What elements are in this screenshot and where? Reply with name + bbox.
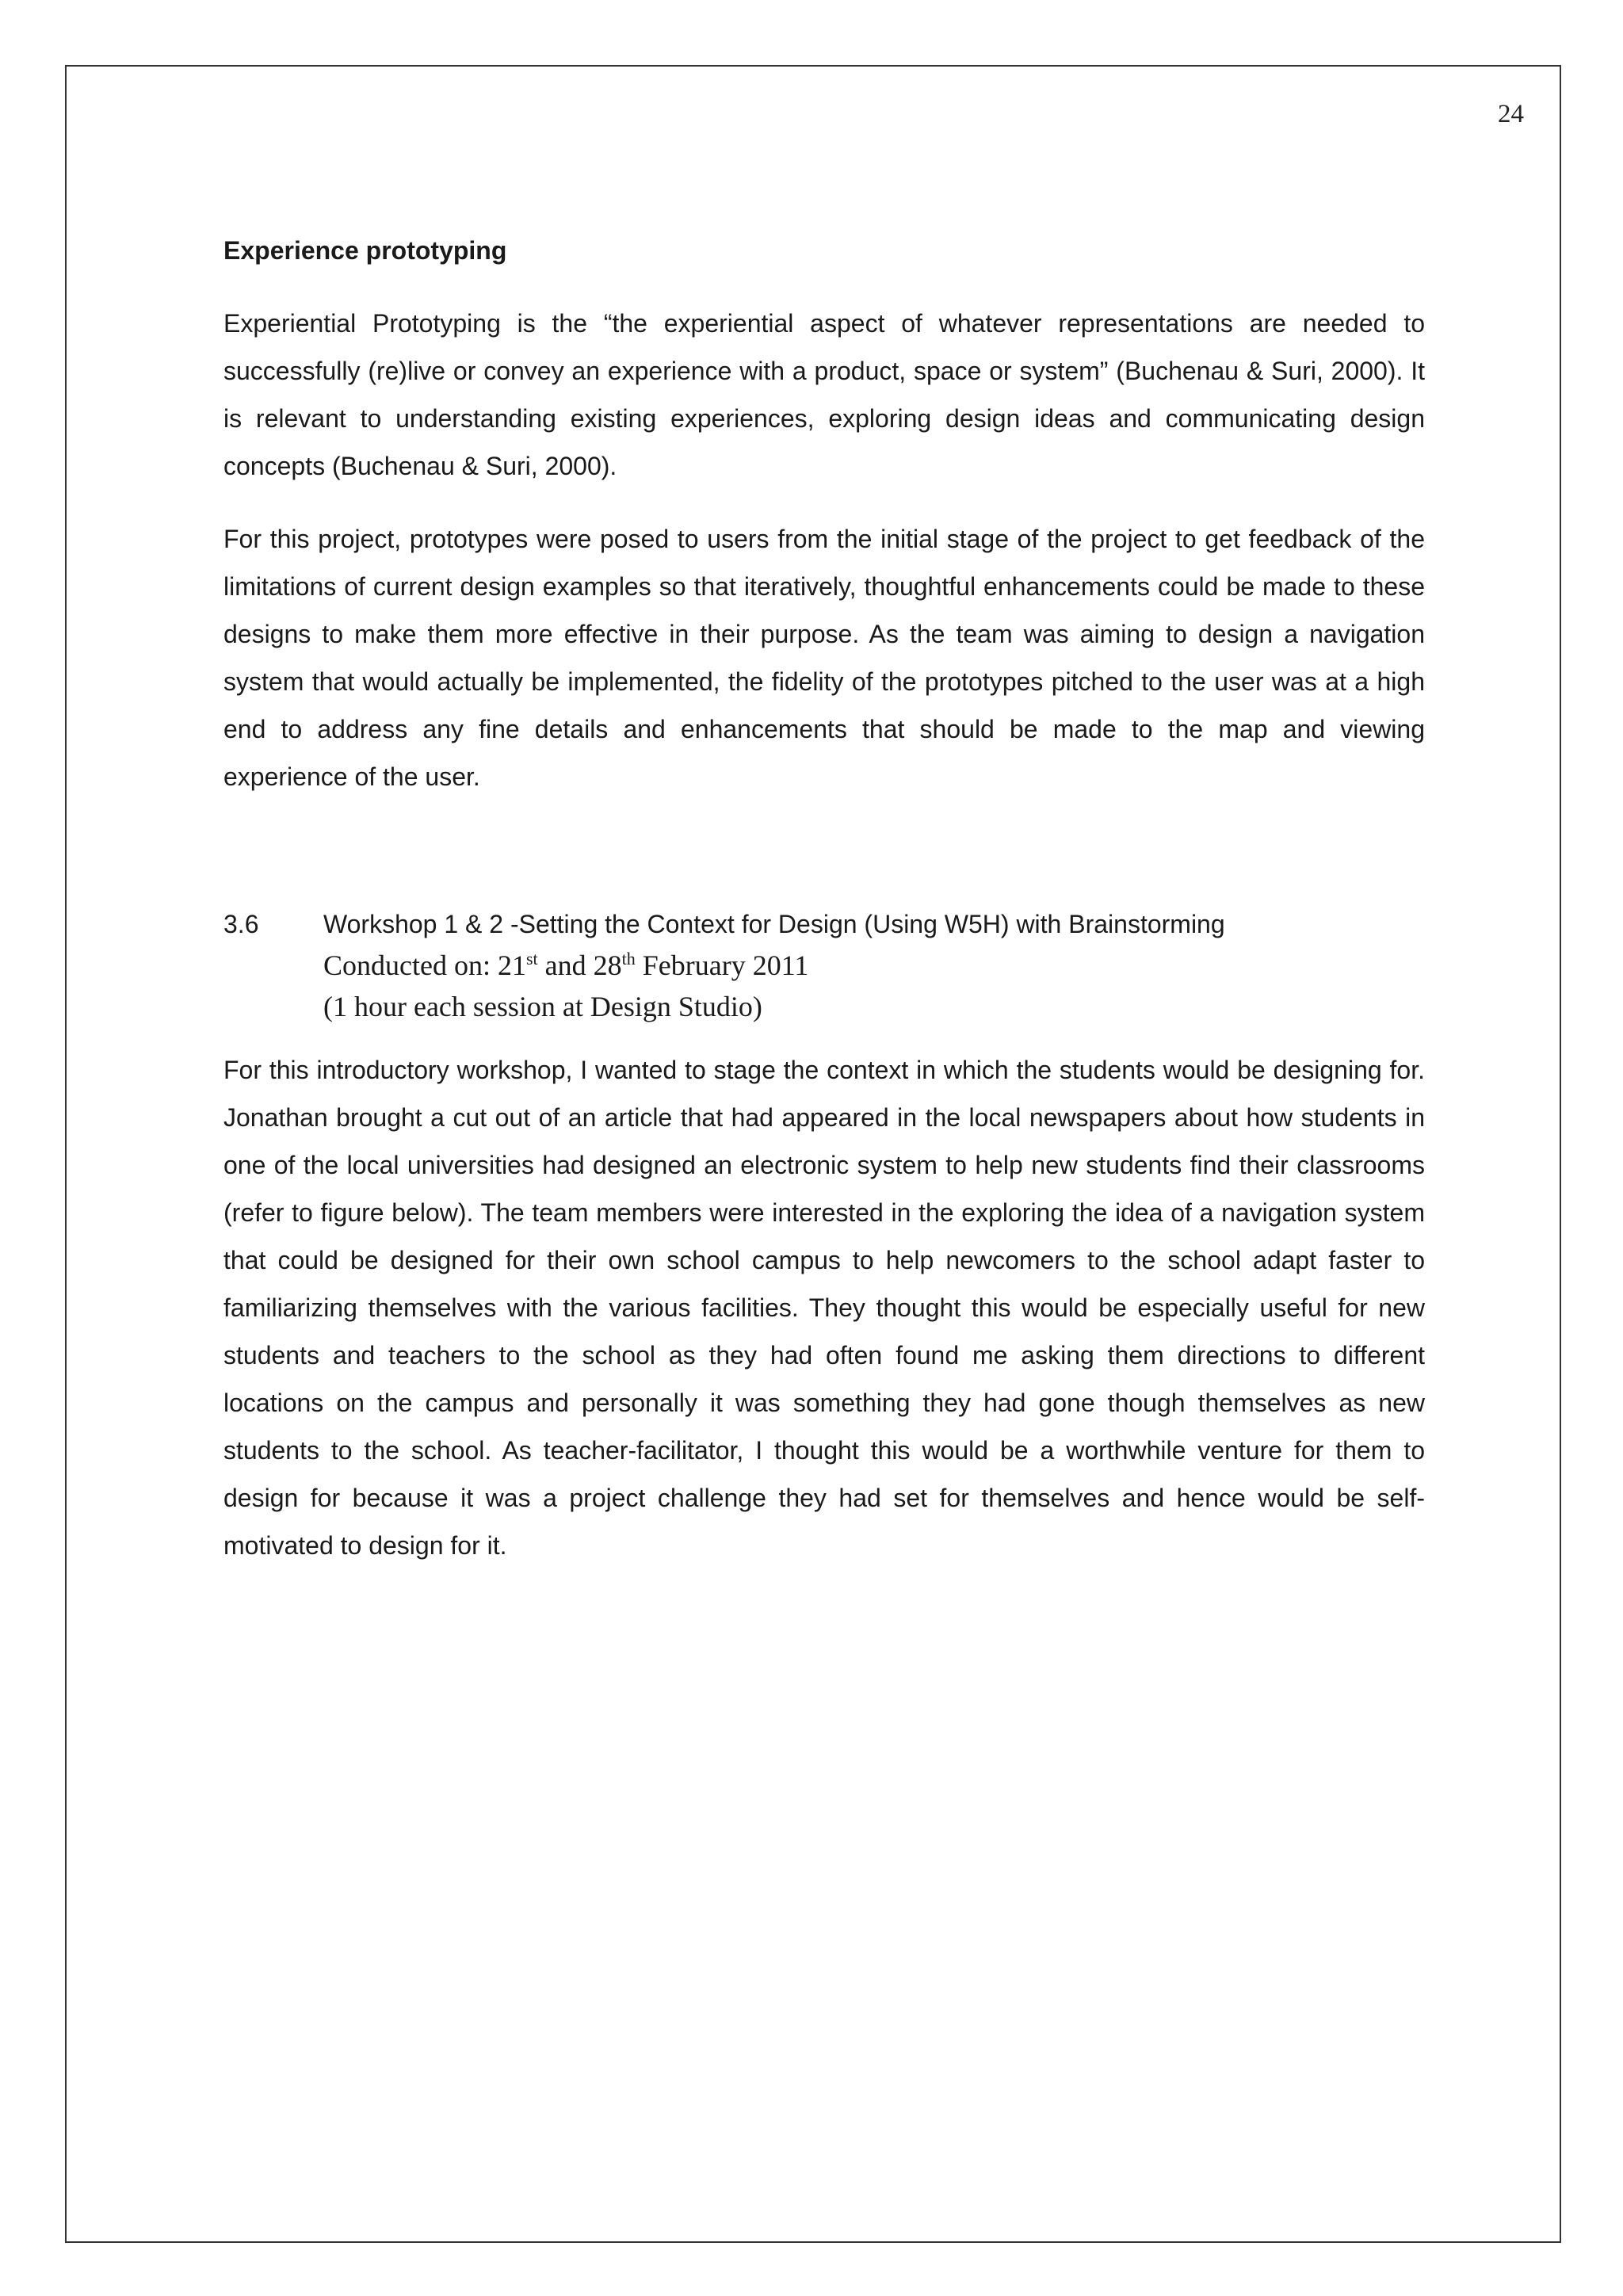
workshop-heading — [223, 904, 1425, 1027]
paragraph-workshop-intro: For this introductory workshop, I wanted to stage the context in which the students would be designing for. Jonathan brought a cut out of an article that had appeared in the local newspapers about how students in one of the local universities had designed an electronic system to help new students find their classrooms (refer to figure below). The team members were interested in the exploring the idea of a navigation system that could be designed for their own school campus to help newcomers to the school adapt faster to familiarizing themselves with the various facilities. They thought this would be especially useful for new students and teachers to the school as they had often found me asking them directions to different locations on the campus and personally it was something they had gone though themselves as new students to the school. As teacher-facilitator, I thought this would be a worthwhile venture for them to design for because it was a project challenge they had set for themselves and hence would be self-motivated to design for it. — [223, 1056, 1425, 1560]
workshop-dates-sup-th: th — [621, 949, 636, 968]
page-content — [223, 231, 1425, 1595]
workshop-dates-sup-st: st — [525, 949, 538, 968]
workshop-section-number: 3.6 — [223, 910, 259, 938]
paragraph-experiential-prototyping: Experiential Prototyping is the “the experiential aspect of whatever representations are needed to successfully (re)live or convey an experience with a product, space or system” (Buchenau & Suri, 2000). It is relevant to understanding existing experiences, exploring design ideas and communicating design concepts (Buchenau & Suri, 2000). — [223, 309, 1425, 480]
workshop-dates-suffix: February 2011 — [635, 949, 809, 981]
workshop-heading-lines — [323, 904, 1225, 1027]
workshop-duration: (1 hour each session at Design Studio) — [323, 991, 762, 1022]
workshop-dates-mid: and 28 — [537, 949, 622, 981]
workshop-dates — [323, 945, 1225, 986]
paragraph-project-prototypes: For this project, prototypes were posed to users from the initial stage of the project to get feedback of the limitations of current design examples so that iteratively, thoughtful enhancements could be made to these designs to make them more effective in their purpose. As the team was aiming to design a navigation system that would actually be implemented, the fidelity of the prototypes pitched to the user was at a high end to address any fine details and enhancements that should be made to the map and viewing experience of the user. — [223, 525, 1425, 791]
section-heading: Experience prototyping — [223, 236, 507, 265]
page-number: 24 — [1498, 100, 1524, 128]
workshop-title: Workshop 1 & 2 -Setting the Context for Design (Using W5H) with Brainstorming — [323, 910, 1225, 938]
workshop-dates-prefix: Conducted on: 21 — [323, 949, 526, 981]
